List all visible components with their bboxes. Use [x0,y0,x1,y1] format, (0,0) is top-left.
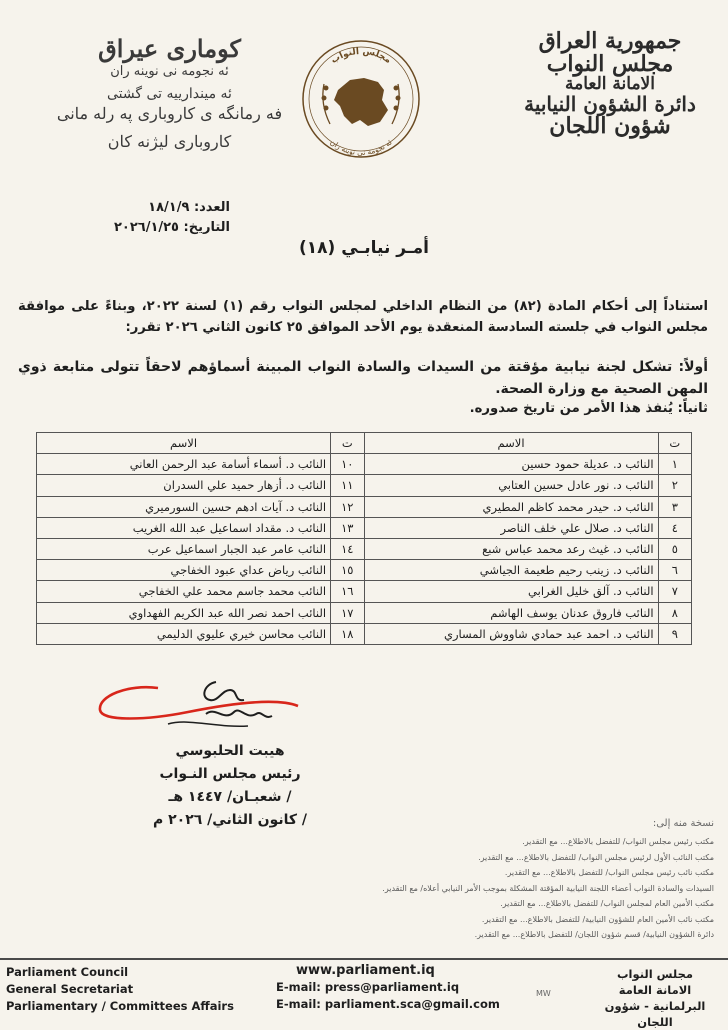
member-number: ١ [658,454,691,475]
paragraph-first: أولاً: تشكل لجنة نيابية مؤقتة من السيدات والسادة النواب المبينة أسماؤهم لاحقاً تتولى متابعة ذوي المهن الصحية مع وزارة الصحة. [18,359,708,397]
emblem-bottom-text: ئه نجومه نی نوینه ران [328,137,394,158]
copy-item: دائرة الشؤون النيابية/ قسم شؤون اللجان/ للتفضل بالاطلاع... مع التقدير. [474,930,714,939]
member-name: النائب د. حيدر محمد كاظم المطيري [364,496,658,517]
table-header-row [37,433,692,454]
member-number: ١٤ [331,538,364,559]
table-row [37,475,692,496]
copies-title: نسخة منه إلى: [652,818,714,829]
member-name: النائب د. غيث رعد محمد عباس شبع [364,538,658,559]
footer-website-link[interactable]: www.parliament.iq [296,963,435,978]
footer-english-line: Parliamentary / Committees Affairs [6,999,234,1013]
header-kurdish-line: کاروباری لیژنه کان [107,131,232,151]
member-name: النائب د. أزهار حميد علي السدران [37,475,331,496]
member-name: النائب د. آلق خليل الغرابي [364,581,658,602]
footer-arabic-line: الامانة العامة [618,983,692,997]
table-row [37,581,692,602]
ref-date-label: التاريخ: [183,220,230,235]
member-name: النائب احمد نصر الله عبد الكريم الفهداوي [37,602,331,623]
member-number: ١٣ [331,517,364,538]
header-kurdish-line: كوماری عیراق [98,34,241,63]
member-name: النائب د. مقداد اسماعيل عبد الله الغريب [37,517,331,538]
table-row [37,517,692,538]
member-name: النائب د. صلال علي خلف الناصر [364,517,658,538]
reference-block [60,198,230,238]
footer-email-press[interactable]: E-mail: press@parliament.iq [276,980,460,994]
header-arabic-line: الامانة العامة [565,74,655,95]
member-number: ١٨ [331,623,364,644]
copy-item: مكتب رئيس مجلس النواب/ للتفضل بالاطلاع... مع التقدير. [522,837,714,846]
footer-mw-mark: MW [536,989,551,998]
table-row [37,538,692,559]
copy-item: مكتب الأمين العام لمجلس النواب/ للتفضل بالاطلاع... مع التقدير. [500,899,714,908]
member-name: النائب د. أسماء أسامة عبد الرحمن العاني [37,454,331,475]
copy-item: السيدات والسادة النواب أعضاء اللجنة النيابية المؤقتة المشكلة بموجب الأمر النيابي أعلاه/ مع التقدير. [382,883,714,893]
ref-date-value: ٢٠٢٦/١/٢٥ [113,220,179,235]
emblem-top-text: مجلس النواب [329,46,393,66]
header-arabic-line: شؤون اللجان [549,113,671,140]
table-row [37,496,692,517]
member-name: النائب د. احمد عبد حمادي شاووش المساري [364,623,658,644]
footer-english-line: Parliament Council [6,965,129,979]
footer-english [6,964,234,1015]
col-number-header: ت [331,433,364,454]
table-row [37,623,692,644]
signer-block [120,740,340,832]
ref-number-label: العدد: [193,200,230,215]
member-number: ٩ [658,623,691,644]
signer-hijri-date: / شعبـان/ ١٤٤٧ هـ [168,789,292,805]
header-kurdish [52,34,287,152]
member-number: ١٠ [331,454,364,475]
member-number: ٥ [658,538,691,559]
member-name: النائب محمد جاسم محمد علي الخفاجي [37,581,331,602]
member-name: النائب د. نور عادل حسين العتابي [364,475,658,496]
footer-english-line: General Secretariat [6,982,134,996]
member-number: ٦ [658,560,691,581]
footer-email-sca[interactable]: E-mail: parliament.sca@gmail.com [276,997,500,1011]
table-row [37,602,692,623]
member-number: ١٦ [331,581,364,602]
col-name-header: الاسم [364,433,658,454]
parliament-emblem-icon [300,38,422,160]
header-kurdish-line: ئه میندارییه تی گشتی [107,86,232,103]
signer-name: هيبت الحلبوسي [175,743,285,759]
member-number: ١٧ [331,602,364,623]
ref-number-value: ١٨/١/٩ [148,200,190,215]
footer-arabic [600,966,710,1030]
member-name: النائب محاسن خيري عليوي الدليمي [37,623,331,644]
member-number: ٧ [658,581,691,602]
header-arabic [510,30,710,138]
footer-arabic-line: مجلس النواب [616,967,694,981]
header-kurdish-line: فه رمانگه ی کاروباری په رله مانی [56,103,283,123]
signature-icon [88,676,308,738]
member-number: ٣ [658,496,691,517]
members-table [36,432,692,645]
signer-position: رئيس مجلس النـواب [159,766,301,782]
header-kurdish-line: ئه نجومه نی نوینه ران [110,64,229,79]
header-arabic-line: جمهورية العراق [538,28,682,54]
col-number-header: ت [658,433,691,454]
members-table-body [37,454,692,645]
member-name: النائب د. آيات ادهم حسين السورميري [37,496,331,517]
paragraph-second: ثانياً: يُنفذ هذا الأمر من تاريخ صدوره. [469,401,708,416]
copies-list [244,834,714,943]
col-name-header: الاسم [37,433,331,454]
copy-item: مكتب نائب الأمين العام للشؤون النيابية/ للتفضل بالاطلاع... مع التقدير. [481,914,714,924]
footer-contacts [276,962,500,1013]
footer-arabic-line: البرلمانية - شؤون اللجان [604,999,706,1029]
member-number: ١٢ [331,496,364,517]
member-name: النائب د. عديلة حمود حسين [364,454,658,475]
member-name: النائب فاروق عدنان يوسف الهاشم [364,602,658,623]
copy-item: مكتب نائب رئيس مجلس النواب/ للتفضل بالاطلاع... مع التقدير. [504,868,714,877]
member-name: النائب رياض عداي عبود الخفاجي [37,560,331,581]
copy-item: مكتب النائب الأول لرئيس مجلس النواب/ للتفضل بالاطلاع... مع التقدير. [478,852,714,862]
table-row [37,560,692,581]
header-arabic-line: مجلس النواب [546,51,674,78]
header-arabic-line: دائرة الشؤون النيابية [524,92,696,117]
member-name: النائب عامر عبد الجبار اسماعيل عرب [37,538,331,559]
member-number: ٤ [658,517,691,538]
paragraph-preamble: استناداً إلى أحكام المادة (٨٢) من النظام الداخلي لمجلس النواب رقم (١) لسنة ٢٠٢٢، وبناءً على موافقة مجلس النواب في جلسته السادسة المنعقدة يوم الأحد الموافق ٢٥ كانون الثاني ٢٠٢٦ تقرر: [18,299,709,335]
member-number: ٨ [658,602,691,623]
member-number: ١١ [331,475,364,496]
order-title: أمـر نيابـي (١٨) [299,238,429,258]
member-number: ١٥ [331,560,364,581]
footer-divider [0,958,728,960]
signer-gregorian-date: / كانون الثاني/ ٢٠٢٦ م [152,812,307,828]
table-row [37,454,692,475]
member-name: النائب د. زينب رحيم طعيمة الجياشي [364,560,658,581]
member-number: ٢ [658,475,691,496]
